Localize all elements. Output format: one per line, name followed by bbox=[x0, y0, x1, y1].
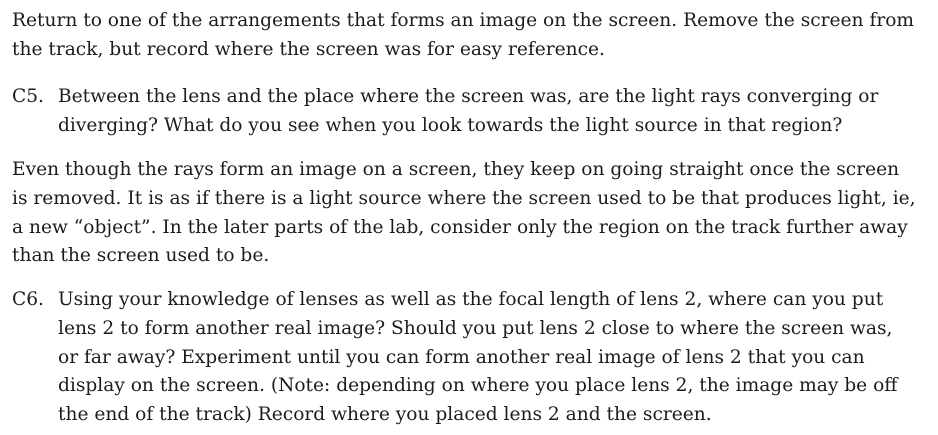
question-c5-line: diverging? What do you see when you look towards the light source in that region? bbox=[58, 114, 843, 136]
intro-paragraph bbox=[12, 7, 915, 65]
intro-line: Return to one of the arrangements that forms an image on the screen. Remove the screen from bbox=[12, 10, 915, 31]
explanation-line: than the screen used to be. bbox=[12, 245, 270, 267]
question-c5-text bbox=[58, 83, 918, 141]
question-c6-line: or far away? Experiment until you can form another real image of lens 2 that you can bbox=[58, 346, 865, 368]
question-c6-line: Using your knowledge of lenses as well as the focal length of lens 2, where can you put bbox=[58, 289, 884, 310]
question-c6-line: lens 2 to form another real image? Should you put lens 2 close to where the screen was, bbox=[58, 317, 893, 339]
question-c6-line: the end of the track) Record where you placed lens 2 and the screen. bbox=[58, 404, 712, 426]
question-c6-line: display on the screen. (Note: depending on where you place lens 2, the image may be off bbox=[58, 375, 898, 397]
question-c5-line: Between the lens and the place where the screen was, are the light rays converging or bbox=[58, 86, 879, 107]
question-c6-label: C6. bbox=[12, 289, 44, 310]
explanation-line: is removed. It is as if there is a light source where the screen used to be that produces light, ie, bbox=[12, 187, 916, 209]
explanation-paragraph bbox=[12, 156, 916, 271]
intro-line: the track, but record where the screen was for easy reference. bbox=[12, 38, 605, 60]
question-c6-text bbox=[58, 286, 918, 430]
explanation-line: a new “object”. In the later parts of the lab, consider only the region on the track further away bbox=[12, 216, 908, 238]
explanation-line: Even though the rays form an image on a screen, they keep on going straight once the screen bbox=[12, 159, 900, 180]
question-c5-label: C5. bbox=[12, 86, 44, 107]
